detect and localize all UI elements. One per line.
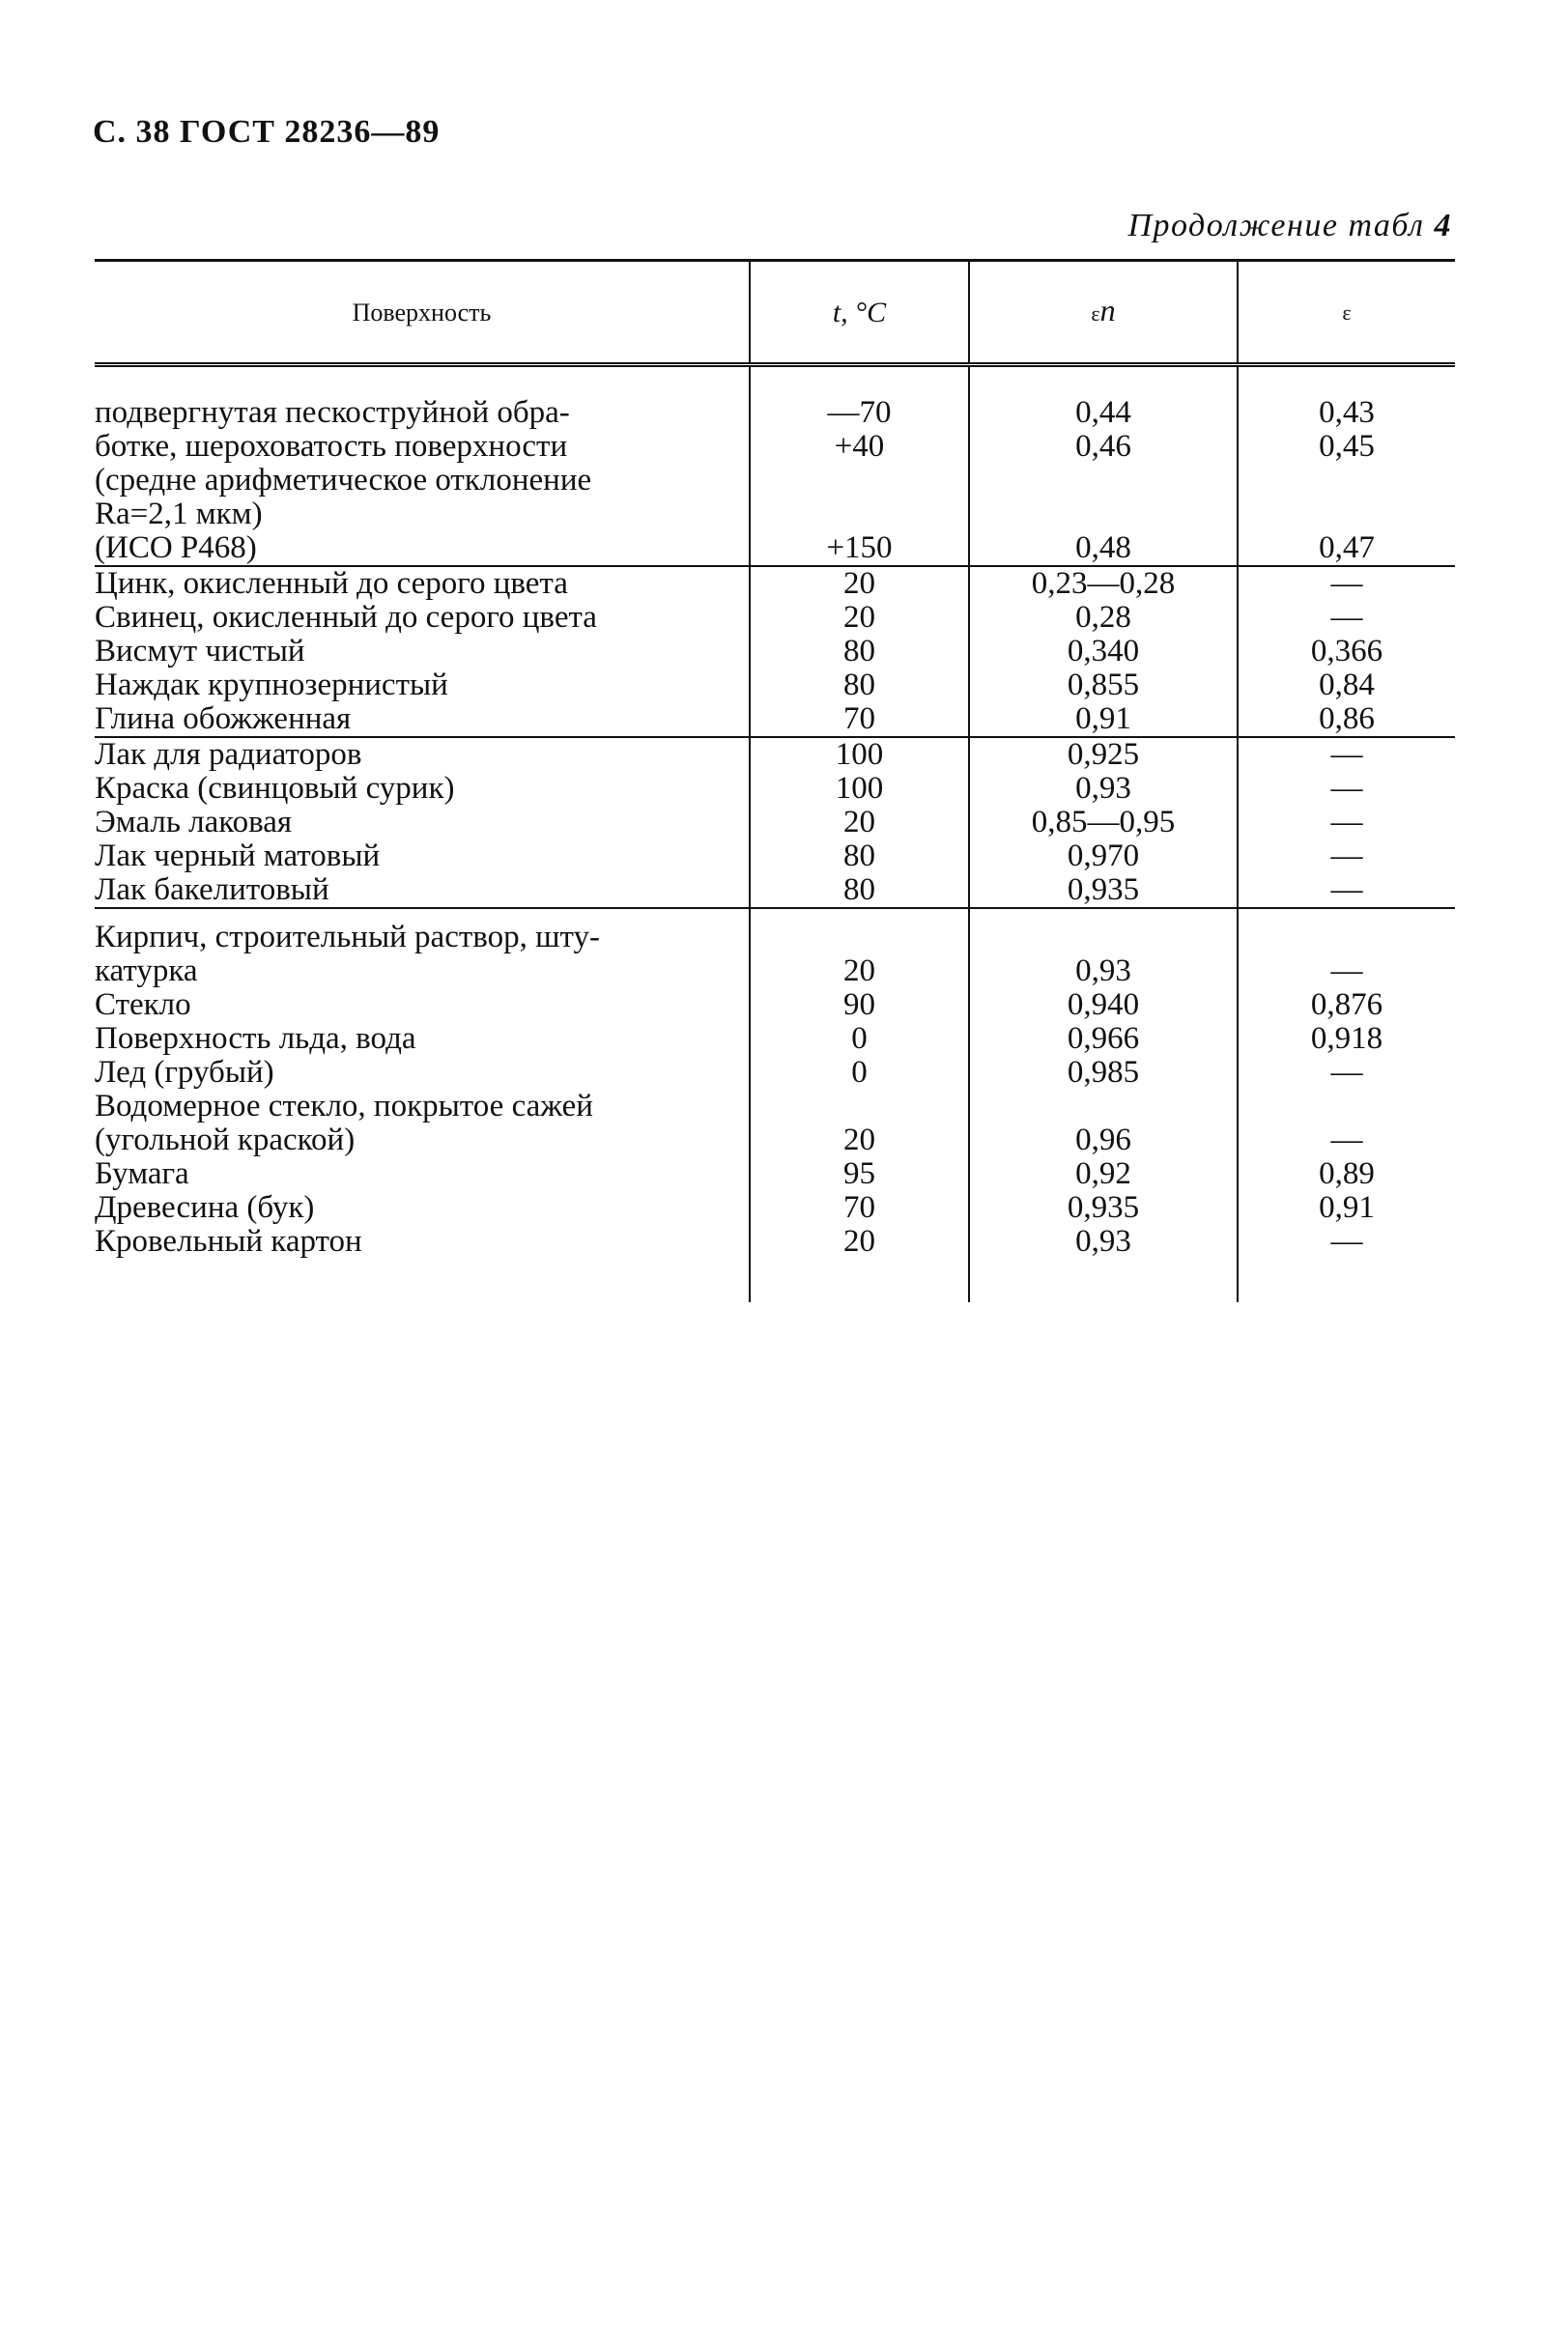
temperature-cell: 80 bbox=[750, 668, 969, 702]
eps-n-cell: 0,96 bbox=[969, 1090, 1238, 1157]
blank-line bbox=[751, 464, 968, 498]
eps-n-cell: 0,23—0,28 bbox=[969, 566, 1238, 601]
table-row bbox=[95, 668, 1455, 702]
table-row bbox=[95, 908, 1455, 988]
eps-n-cell: 0,93 bbox=[969, 1225, 1238, 1259]
surface-cell: Висмут чистый bbox=[95, 634, 305, 668]
table-row bbox=[95, 806, 1455, 839]
eps-n-cell: 0,985 bbox=[969, 1056, 1238, 1090]
blank-line bbox=[970, 464, 1237, 498]
emissivity-table-wrap bbox=[95, 259, 1455, 1302]
eps-n-cell: 0,85—0,95 bbox=[969, 806, 1238, 839]
temperature-cell: 70 bbox=[750, 1191, 969, 1225]
surface-line: Кирпич, строительный раствор, шту- bbox=[95, 920, 601, 954]
table-row bbox=[95, 839, 1455, 873]
temperature-cell: 0 bbox=[750, 1022, 969, 1056]
eps-n-cell: 0,935 bbox=[969, 1191, 1238, 1225]
blank-line bbox=[970, 498, 1237, 531]
table-row bbox=[95, 1157, 1455, 1191]
eps-n-value: 0,44 bbox=[1075, 395, 1131, 430]
eps-n-cell: 0,92 bbox=[969, 1157, 1238, 1191]
eps-cell: — bbox=[1238, 601, 1455, 635]
eps-cell: — bbox=[1238, 566, 1455, 601]
eps-cell: 0,876 bbox=[1238, 988, 1455, 1022]
eps-cell: — bbox=[1238, 1056, 1455, 1090]
eps-n-cell: 0,340 bbox=[969, 635, 1238, 668]
table-continuation-label bbox=[1127, 208, 1452, 244]
temperature-value: +150 bbox=[826, 530, 893, 565]
eps-value: 0,45 bbox=[1319, 429, 1375, 464]
eps-cell: — bbox=[1238, 873, 1455, 908]
surface-cell bbox=[95, 1090, 750, 1157]
continuation-text: Продолжение табл bbox=[1127, 208, 1425, 243]
surface-line: катурка bbox=[95, 953, 198, 988]
eps-cell: 0,89 bbox=[1238, 1157, 1455, 1191]
surface-cell: Стекло bbox=[95, 987, 191, 1022]
surface-cell bbox=[95, 396, 750, 566]
eps-n-subscript: n bbox=[1099, 293, 1116, 327]
column-header-surface: Поверхность bbox=[95, 261, 750, 365]
eps-n-cell: 0,935 bbox=[969, 873, 1238, 908]
temperature-cell: 95 bbox=[750, 1157, 969, 1191]
surface-cell: Лак черный матовый bbox=[95, 839, 381, 873]
page-header: С. 38 ГОСТ 28236—89 bbox=[93, 114, 441, 150]
eps-cell: 0,366 bbox=[1238, 635, 1455, 668]
table-row bbox=[95, 1022, 1455, 1056]
table-header-row bbox=[95, 261, 1455, 365]
surface-cell: Древесина (бук) bbox=[95, 1190, 315, 1225]
eps-n-cell: 0,855 bbox=[969, 668, 1238, 702]
table-row bbox=[95, 772, 1455, 806]
eps-n-cell: 0,93 bbox=[969, 772, 1238, 806]
surface-cell: Цинк, окисленный до серого цвета bbox=[95, 566, 568, 601]
surface-line: (средне арифметическое отклонение bbox=[95, 463, 592, 498]
surface-cell: Лак бакелитовый bbox=[95, 873, 750, 908]
temperature-cell: 0 bbox=[750, 1056, 969, 1090]
eps-n-cell bbox=[969, 396, 1238, 566]
table-row bbox=[95, 1056, 1455, 1090]
column-header-eps: ε bbox=[1238, 261, 1455, 365]
surface-cell: Краска (свинцовый сурик) bbox=[95, 771, 455, 806]
eps-cell bbox=[1238, 396, 1455, 566]
eps-n-cell: 0,28 bbox=[969, 601, 1238, 635]
table-row bbox=[95, 702, 1455, 737]
temperature-cell: 20 bbox=[750, 566, 969, 601]
eps-cell: — bbox=[1238, 1090, 1455, 1157]
temperature-cell: 20 bbox=[750, 1225, 969, 1259]
eps-cell: 0,91 bbox=[1238, 1191, 1455, 1225]
eps-cell: — bbox=[1238, 908, 1455, 988]
temperature-cell: 80 bbox=[750, 839, 969, 873]
surface-cell: Лак для радиаторов bbox=[95, 737, 362, 772]
table-row bbox=[95, 873, 1455, 908]
surface-cell bbox=[95, 908, 750, 988]
temperature-cell: 70 bbox=[750, 702, 969, 737]
eps-cell: — bbox=[1238, 1225, 1455, 1259]
table-row bbox=[95, 988, 1455, 1022]
temperature-cell: 20 bbox=[750, 806, 969, 839]
eps-cell: — bbox=[1238, 839, 1455, 873]
spacer-row bbox=[95, 1259, 1455, 1302]
eps-cell: 0,84 bbox=[1238, 668, 1455, 702]
table-row bbox=[95, 1225, 1455, 1259]
eps-n-value: 0,46 bbox=[1075, 429, 1131, 464]
table-row bbox=[95, 1191, 1455, 1225]
spacer-row bbox=[95, 365, 1455, 397]
temperature-cell: 80 bbox=[750, 635, 969, 668]
surface-line: (угольной краской) bbox=[95, 1123, 356, 1157]
eps-cell: 0,918 bbox=[1238, 1022, 1455, 1056]
surface-cell: Поверхность льда, вода bbox=[95, 1021, 416, 1056]
emissivity-table bbox=[95, 259, 1455, 1302]
surface-line: ботке, шероховатость поверхности bbox=[95, 429, 568, 464]
temperature-cell: 100 bbox=[750, 737, 969, 772]
table-row bbox=[95, 1090, 1455, 1157]
blank-line bbox=[751, 498, 968, 531]
table-row bbox=[95, 566, 1455, 601]
surface-cell: Лед (грубый) bbox=[95, 1055, 274, 1090]
eps-n-cell: 0,970 bbox=[969, 839, 1238, 873]
surface-line: (ИСО Р468) bbox=[95, 530, 257, 565]
column-header-eps-n bbox=[969, 261, 1238, 365]
surface-cell: Бумага bbox=[95, 1156, 189, 1191]
surface-cell: Кровельный картон bbox=[95, 1224, 362, 1259]
eps-value: 0,43 bbox=[1319, 395, 1375, 430]
eps-cell: 0,86 bbox=[1238, 702, 1455, 737]
surface-cell: Наждак крупнозернистый bbox=[95, 668, 448, 702]
surface-line: Ra=2,1 мкм) bbox=[95, 497, 263, 531]
eps-cell: — bbox=[1238, 806, 1455, 839]
temperature-cell: 20 bbox=[750, 908, 969, 988]
column-header-temperature: t, °С bbox=[750, 261, 969, 365]
table-row bbox=[95, 635, 1455, 668]
table-number: 4 bbox=[1434, 208, 1452, 243]
temperature-cell: 20 bbox=[750, 1090, 969, 1157]
eps-n-cell: 0,925 bbox=[969, 737, 1238, 772]
eps-n-cell: 0,91 bbox=[969, 702, 1238, 737]
table-row bbox=[95, 737, 1455, 772]
surface-line: подвергнутая пескоструйной обра- bbox=[95, 395, 570, 430]
eps-n-cell: 0,966 bbox=[969, 1022, 1238, 1056]
eps-n-symbol: ε bbox=[1091, 301, 1100, 326]
temperature-cell bbox=[750, 396, 969, 566]
table-row bbox=[95, 601, 1455, 635]
eps-cell: — bbox=[1238, 737, 1455, 772]
eps-n-value: 0,48 bbox=[1075, 530, 1131, 565]
surface-cell: Эмаль лаковая bbox=[95, 805, 293, 839]
temperature-value: +40 bbox=[834, 429, 885, 464]
eps-n-cell: 0,940 bbox=[969, 988, 1238, 1022]
blank-line bbox=[1239, 498, 1455, 531]
table-row bbox=[95, 396, 1455, 566]
temperature-cell: 20 bbox=[750, 601, 969, 635]
temperature-cell: 90 bbox=[750, 988, 969, 1022]
surface-line: Водомерное стекло, покрытое сажей bbox=[95, 1089, 593, 1123]
blank-line bbox=[1239, 464, 1455, 498]
temperature-cell: 100 bbox=[750, 772, 969, 806]
surface-cell: Свинец, окисленный до серого цвета bbox=[95, 600, 597, 635]
surface-cell: Глина обожженная bbox=[95, 702, 750, 737]
eps-value: 0,47 bbox=[1319, 530, 1375, 565]
temperature-cell: 80 bbox=[750, 873, 969, 908]
eps-n-cell: 0,93 bbox=[969, 908, 1238, 988]
eps-cell: — bbox=[1238, 772, 1455, 806]
temperature-value: —70 bbox=[827, 395, 892, 430]
